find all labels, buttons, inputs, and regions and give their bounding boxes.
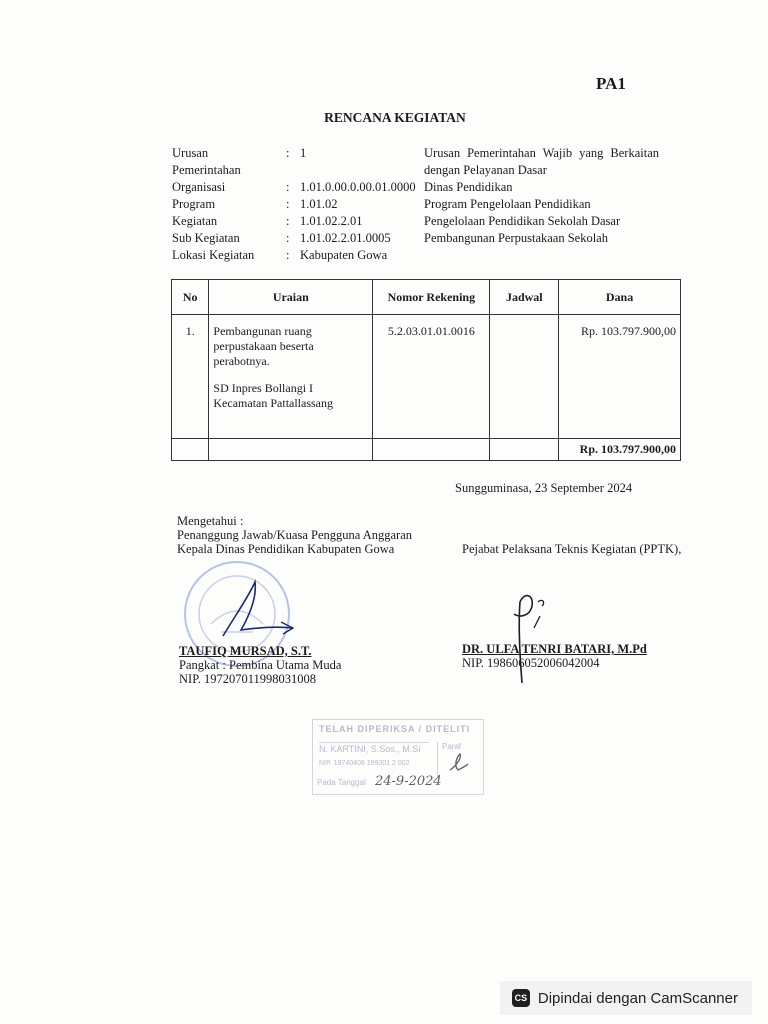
stamp-paraf-label: Paraf <box>442 742 462 751</box>
camscanner-badge <box>500 981 752 1015</box>
stamp-date: 24-9-2024 <box>375 774 442 789</box>
camscanner-text: Dipindai dengan CamScanner <box>537 989 738 1007</box>
left-signer-name: TAUFIQ MURSAD, S.T. <box>179 644 312 658</box>
label-kegiatan: Kegiatan <box>172 214 218 228</box>
header-no: No <box>172 280 209 315</box>
location-line: Kecamatan Pattallassang <box>213 396 334 410</box>
right-signer-block <box>462 642 647 670</box>
activity-table <box>171 279 681 461</box>
header-jadwal: Jadwal <box>490 280 559 315</box>
left-signer-role: Penanggung Jawab/Kuasa Pengguna Anggaran <box>177 528 413 542</box>
left-signer-block <box>179 644 341 686</box>
label-organisasi: Organisasi <box>172 180 226 194</box>
desc-urusan: Urusan Pemerintahan Wajib yang Berkaitan dengan Pelayanan Dasar <box>424 146 659 177</box>
place-date: Sungguminasa, 23 September 2024 <box>455 481 633 495</box>
label-sub-kegiatan: Sub Kegiatan <box>172 231 240 245</box>
right-signer-name: DR. ULFA TENRI BATARI, M.Pd <box>462 642 647 656</box>
value-organisasi: 1.01.0.00.0.00.01.0000 <box>300 180 416 194</box>
header-uraian: Uraian <box>209 280 373 315</box>
table-total-row <box>172 439 681 461</box>
label-program: Program <box>172 197 216 211</box>
cell-dana: Rp. 103.797.900,00 <box>559 315 681 439</box>
label-pemerintahan: Pemerintahan <box>172 163 241 177</box>
separator: : <box>286 197 290 211</box>
stamp-date-label: Pada Tanggal <box>317 778 366 787</box>
value-sub-kegiatan: 1.01.02.2.01.0005 <box>300 231 391 245</box>
stamp-verifier-name: N. KARTINI, S.Sos., M.Si <box>319 744 421 754</box>
left-signature-icon <box>215 576 305 646</box>
separator: : <box>286 248 290 262</box>
value-urusan: 1 <box>300 146 307 160</box>
label-lokasi: Lokasi Kegiatan <box>172 248 255 262</box>
left-signer-nip: NIP. 197207011998031008 <box>179 672 317 686</box>
value-kegiatan: 1.01.02.2.01 <box>300 214 363 228</box>
left-signer-office: Kepala Dinas Pendidikan Kabupaten Gowa <box>177 542 395 556</box>
table-row <box>172 315 681 439</box>
separator: : <box>286 180 290 194</box>
desc-organisasi: Dinas Pendidikan <box>424 180 513 194</box>
document-code: PA1 <box>596 74 626 93</box>
separator: : <box>286 231 290 245</box>
right-signer-role: Pejabat Pelaksana Teknis Kegiatan (PPTK), <box>462 542 682 556</box>
cell-jadwal <box>490 315 559 439</box>
camscanner-logo-icon: CS <box>512 989 530 1007</box>
value-program: 1.01.02 <box>300 197 338 211</box>
verification-stamp <box>312 719 484 795</box>
separator: : <box>286 214 290 228</box>
mengetahui-label: Mengetahui : <box>177 514 244 528</box>
location-line: SD Inpres Bollangi I <box>213 381 314 395</box>
info-block <box>0 0 768 270</box>
cell-no: 1. <box>172 315 209 439</box>
stamp-verifier-nip: NIP. 19740408 199301 2 002 <box>319 760 410 767</box>
table-header-row <box>172 280 681 315</box>
right-signer-nip: NIP. 198606052006042004 <box>462 656 600 670</box>
uraian-line: perabotnya. <box>213 354 270 368</box>
desc-sub-kegiatan: Pembangunan Perpustakaan Sekolah <box>424 231 608 245</box>
left-signer-heading <box>177 514 412 556</box>
document-title: RENCANA KEGIATAN <box>324 110 466 125</box>
cell-rekening: 5.2.03.01.01.0016 <box>373 315 490 439</box>
right-signature-icon <box>500 588 560 688</box>
uraian-line: perpustakaan beserta <box>213 339 314 353</box>
separator: : <box>286 146 290 160</box>
stamp-heading: TELAH DIPERIKSA / DITELITI <box>319 724 471 734</box>
uraian-line: Pembangunan ruang <box>213 324 312 338</box>
header-rekening: Nomor Rekening <box>373 280 490 315</box>
cell-uraian <box>209 315 373 439</box>
desc-program: Program Pengelolaan Pendidikan <box>424 197 591 211</box>
total-dana: Rp. 103.797.900,00 <box>559 439 681 461</box>
paraf-signature-icon <box>446 752 470 774</box>
value-lokasi: Kabupaten Gowa <box>300 248 388 262</box>
desc-kegiatan: Pengelolaan Pendidikan Sekolah Dasar <box>424 214 621 228</box>
header-dana: Dana <box>559 280 681 315</box>
left-signer-rank: Pangkat : Pembina Utama Muda <box>179 658 342 672</box>
label-urusan: Urusan <box>172 146 209 160</box>
